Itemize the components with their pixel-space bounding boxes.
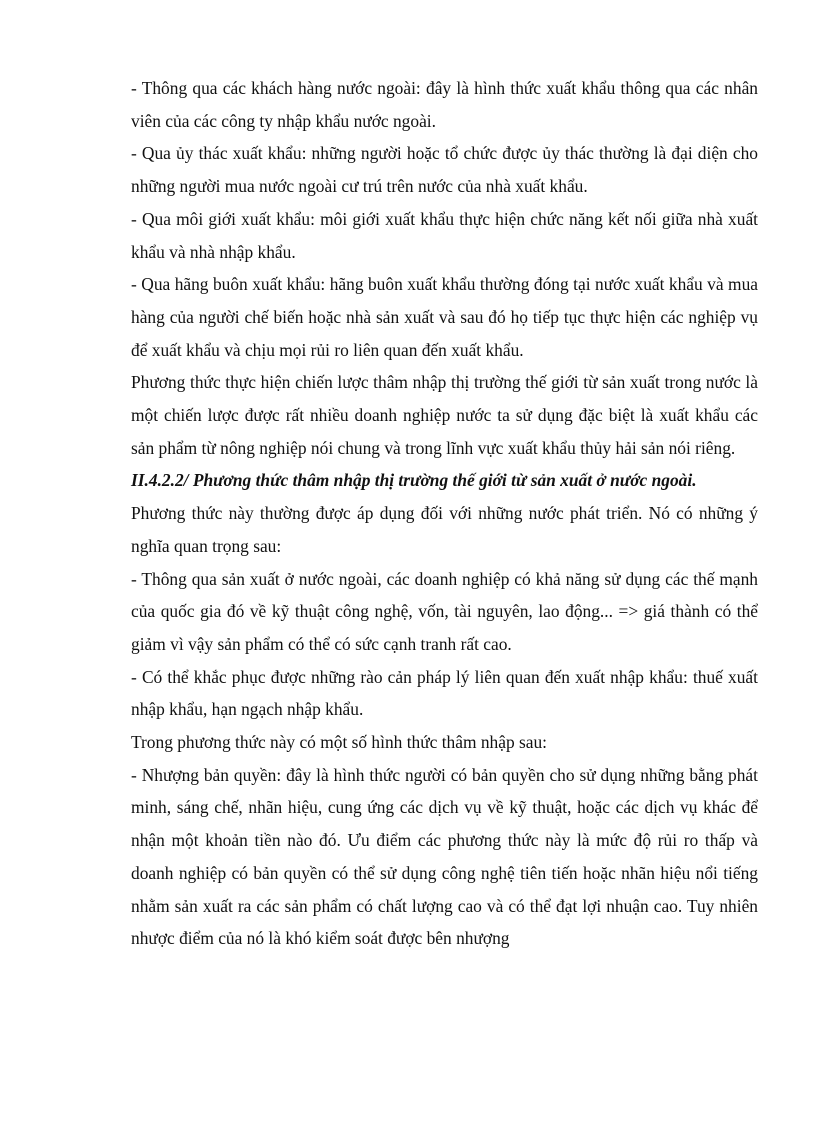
paragraph-licensing: - Nhượng bản quyền: đây là hình thức người có bản quyền cho sử dụng những bằng phát minh, sáng chế, nhãn hiệu, cung ứng các dịch vụ về kỹ thuật, hoặc các dịch vụ khác để nhận một khoản tiền nào đó. Ưu điểm các phương thức này là mức độ rủi ro thấp và doanh nghiệp có bản quyền có thể sử dụng công nghệ tiên tiến hoặc nhãn hiệu nổi tiếng nhằm sản xuất ra các sản phẩm có chất lượng cao và có thể đạt lợi nhuận cao. Tuy nhiên nhược điểm của nó là khó kiểm soát được bên nhượng (131, 764, 758, 949)
paragraph-domestic-production-strategy: Phương thức thực hiện chiến lược thâm nhập thị trường thế giới từ sản xuất trong nước là một chiến lược được rất nhiều doanh nghiệp nước ta sử dụng đặc biệt là xuất khẩu các sản phẩm từ nông nghiệp nói chung và trong lĩnh vực xuất khẩu thủy hải sản nói riêng. (131, 372, 758, 458)
section-heading: II.4.2.2/ Phương thức thâm nhập thị trường thế giới từ sản xuất ở nước ngoài. (131, 470, 697, 491)
paragraph-method-intro: Phương thức này thường được áp dụng đối với những nước phát triển. Nó có những ý nghĩa quan trọng sau: (131, 503, 758, 556)
paragraph-legal-barriers: - Có thể khắc phục được những rào cản pháp lý liên quan đến xuất nhập khẩu: thuế xuất nhập khẩu, hạn ngạch nhập khẩu. (131, 666, 758, 720)
paragraph-export-entrustment: - Qua ủy thác xuất khẩu: những người hoặc tổ chức được ủy thác thường là đại diện cho những người mua nước ngoài cư trú trên nước của nhà xuất khẩu. (131, 143, 758, 197)
paragraph-export-brokerage: - Qua môi giới xuất khẩu: môi giới xuất khẩu thực hiện chức năng kết nối giữa nhà xuất khẩu và nhà nhập khẩu. (131, 208, 758, 262)
paragraph-export-trading-house: - Qua hãng buôn xuất khẩu: hãng buôn xuất khẩu thường đóng tại nước xuất khẩu và mua hàng của người chế biến hoặc nhà sản xuất và sau đó họ tiếp tục thực hiện các nghiệp vụ để xuất khẩu và chịu mọi rủi ro liên quan đến xuất khẩu. (131, 274, 758, 360)
paragraph-foreign-customers: - Thông qua các khách hàng nước ngoài: đây là hình thức xuất khẩu thông qua các nhân viên của các công ty nhập khẩu nước ngoài. (131, 78, 758, 131)
document-page (131, 72, 758, 955)
paragraph-entry-forms-intro: Trong phương thức này có một số hình thức thâm nhập sau: (131, 732, 548, 753)
paragraph-foreign-production-advantage: - Thông qua sản xuất ở nước ngoài, các doanh nghiệp có khả năng sử dụng các thế mạnh của quốc gia đó về kỹ thuật công nghệ, vốn, tài nguyên, lao động... => giá thành có thể giảm vì vậy sản phẩm có thể có sức cạnh tranh rất cao. (131, 568, 758, 654)
